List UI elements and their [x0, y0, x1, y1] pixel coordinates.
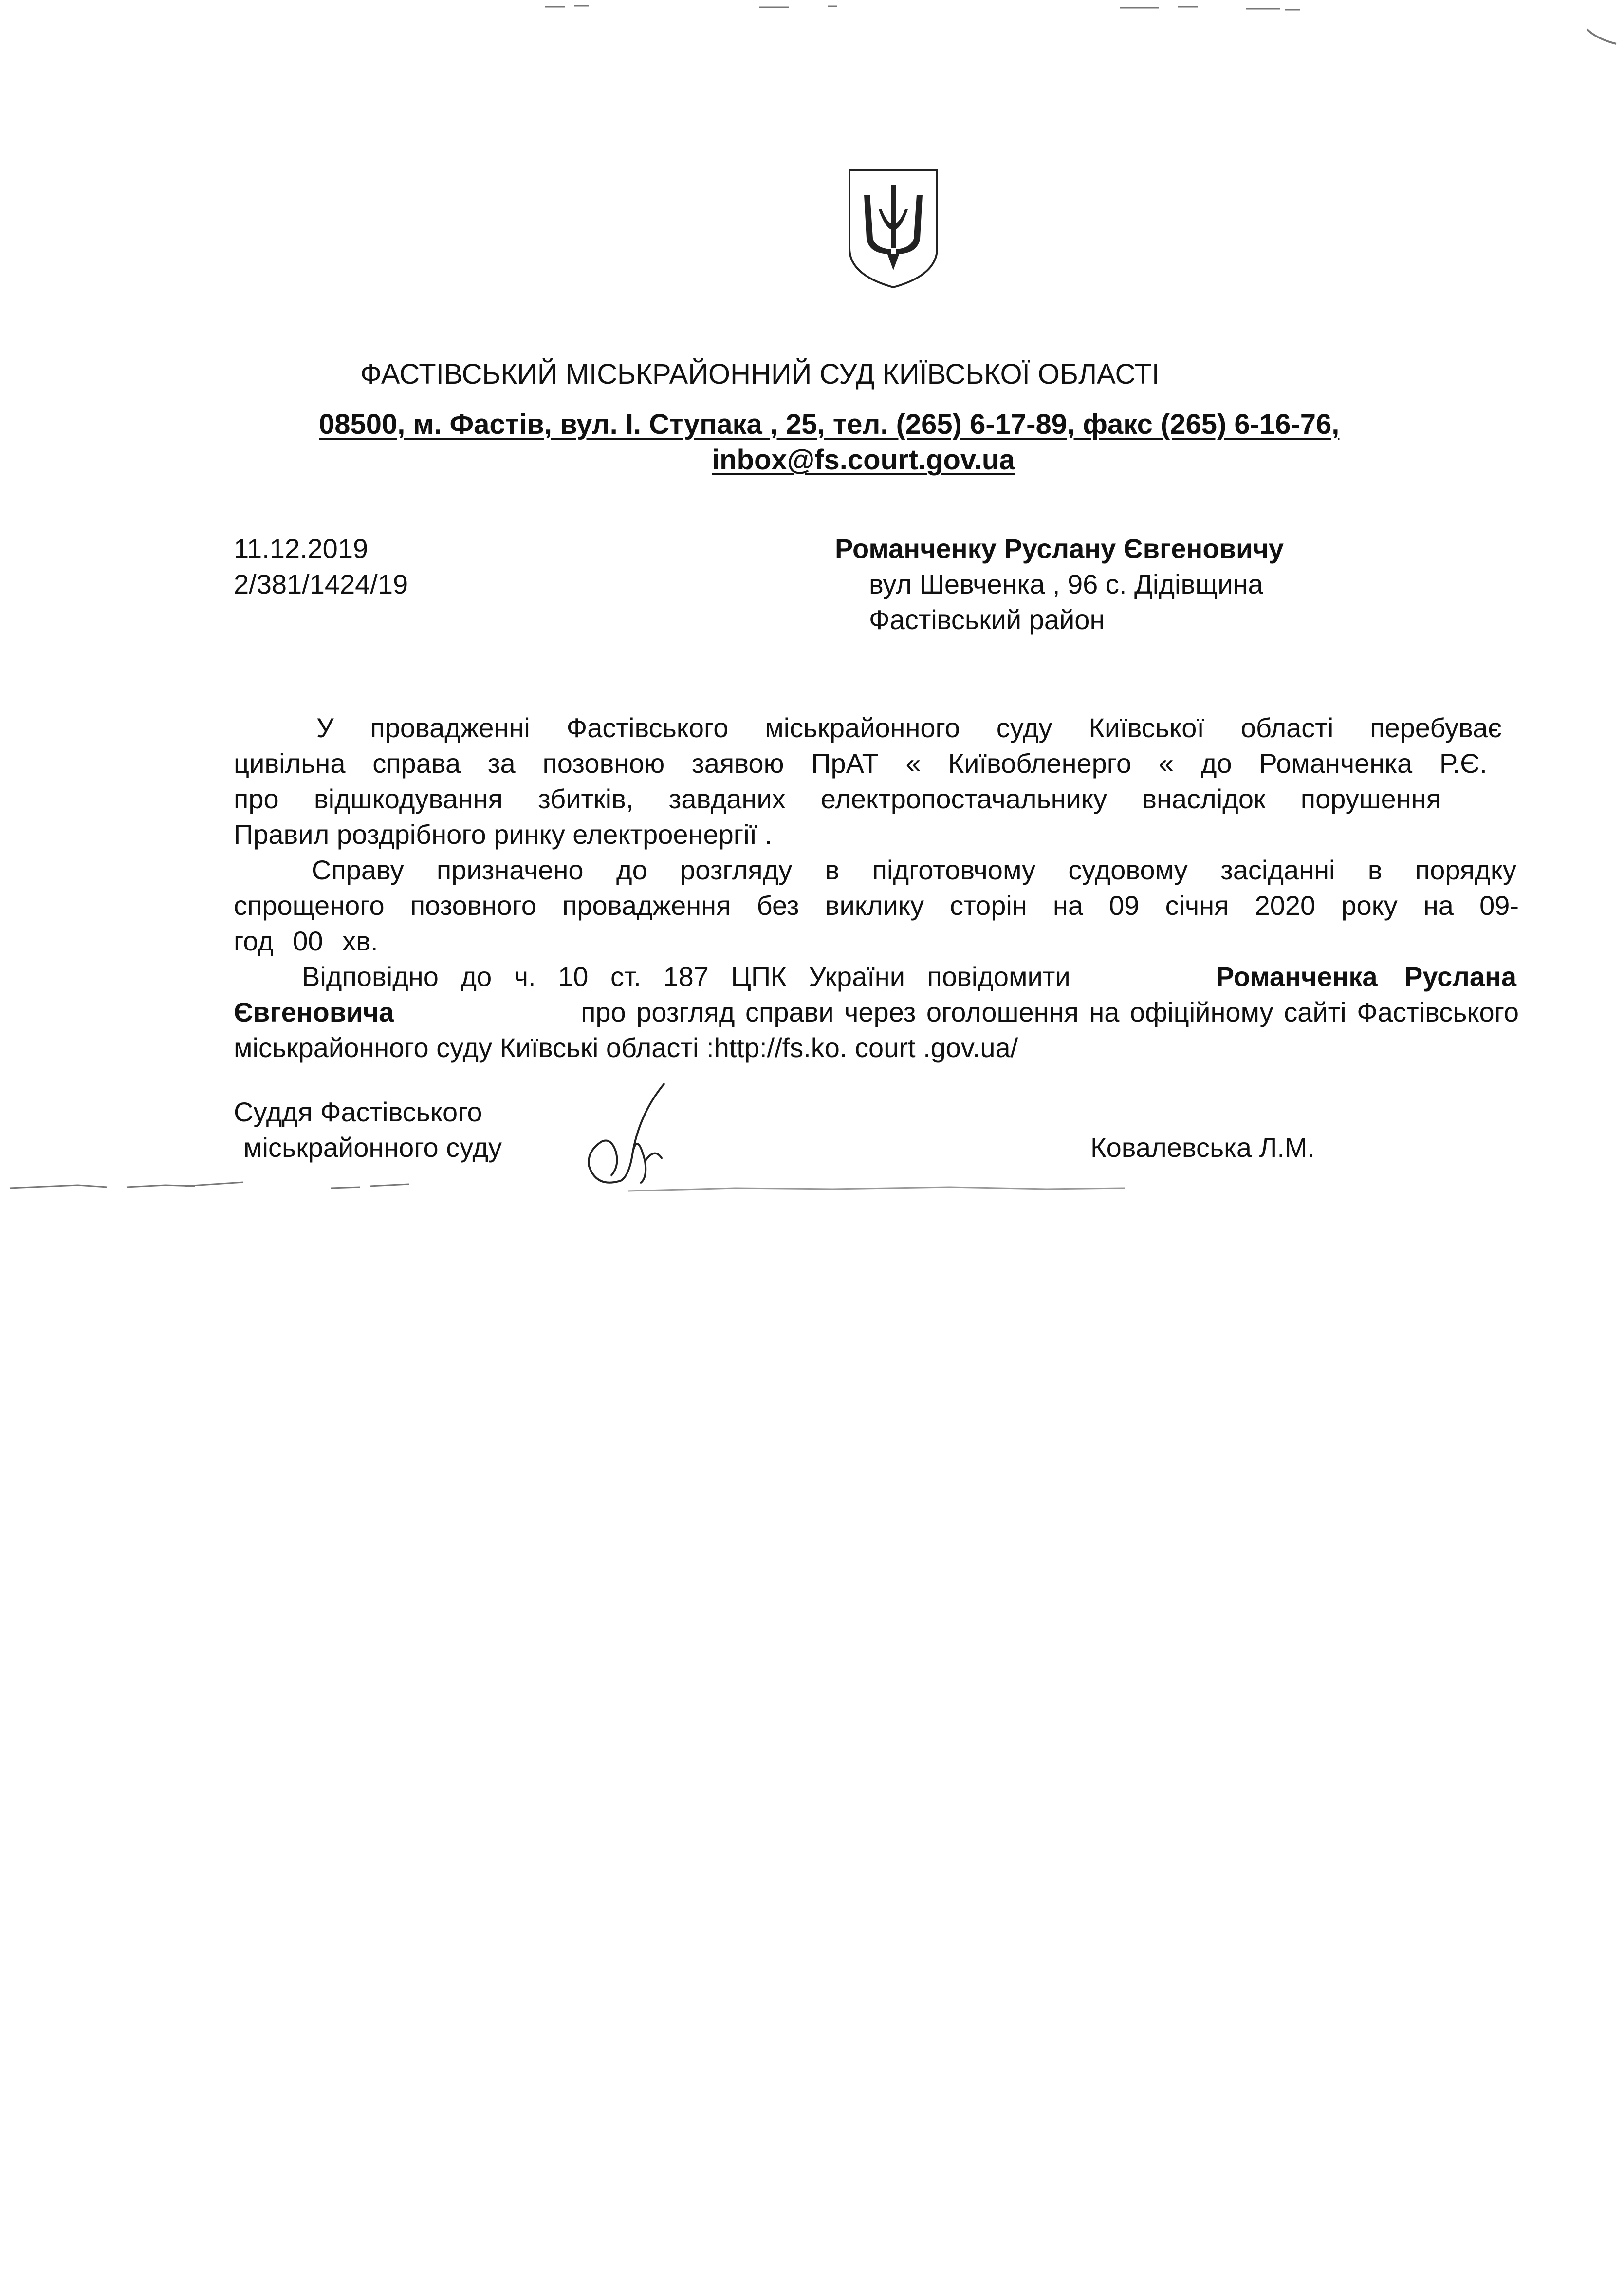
notice-text: Відповідно до ч. 10 ст. 187 ЦПК України повідомити: [302, 961, 1070, 992]
trident-emblem-icon: [845, 166, 942, 292]
handwritten-signature: [582, 1079, 708, 1195]
body-line: цивільна справа за позовною заявою ПрАТ « Київобленерго « до Романченка Р.Є.: [234, 748, 1487, 779]
court-email-link[interactable]: inbox@fs.court.gov.ua: [712, 444, 1015, 476]
letter-date: 11.12.2019: [234, 533, 369, 564]
body-line: Правил роздрібного ринку електроенергії .: [234, 819, 773, 850]
court-website: міськрайонного суду Київські області :http://fs.ko. court .gov.ua/: [234, 1032, 1018, 1063]
judge-name: Ковалевська Л.М.: [1090, 1132, 1315, 1163]
recipient-address-line1: вул Шевченка , 96 с. Дідівщина: [869, 569, 1263, 599]
defendant-patronymic: Євгеновича: [234, 997, 394, 1027]
letter-number: 2/381/1424/19: [234, 569, 408, 599]
body-line: спрощеного позовного провадження без виклику сторін на 09 січня 2020 року на 09-: [234, 890, 1519, 921]
body-line: Справу призначено до розгляду в підготовчому судовому засіданні в порядку: [312, 855, 1516, 885]
recipient-name: Романченку Руслану Євгеновичу: [835, 533, 1284, 564]
judge-title: Суддя Фастівського: [234, 1097, 482, 1127]
court-address: 08500, м. Фастів, вул. І. Ступака , 25, тел. (265) 6-17-89, факс (265) 6-16-76,: [319, 409, 1340, 440]
body-line: У провадженні Фастівського міськрайонного суду Київської області перебуває: [316, 712, 1502, 743]
defendant-name: Романченка Руслана: [1216, 961, 1516, 992]
notice-text: про розгляд справи через оголошення на офіційному сайті Фастівського: [581, 997, 1519, 1027]
body-line: про відшкодування збитків, завданих електропостачальнику внаслідок порушення: [234, 783, 1441, 814]
recipient-address-line2: Фастівський район: [869, 604, 1105, 635]
court-name: ФАСТІВСЬКИЙ МІСЬКРАЙОННИЙ СУД КИЇВСЬКОЇ ОБЛАСТІ: [360, 358, 1160, 390]
judge-title: міськрайонного суду: [243, 1132, 502, 1163]
body-line: год 00 хв.: [234, 926, 378, 956]
body-line: [234, 994, 1519, 1030]
body-line: [302, 959, 1516, 995]
